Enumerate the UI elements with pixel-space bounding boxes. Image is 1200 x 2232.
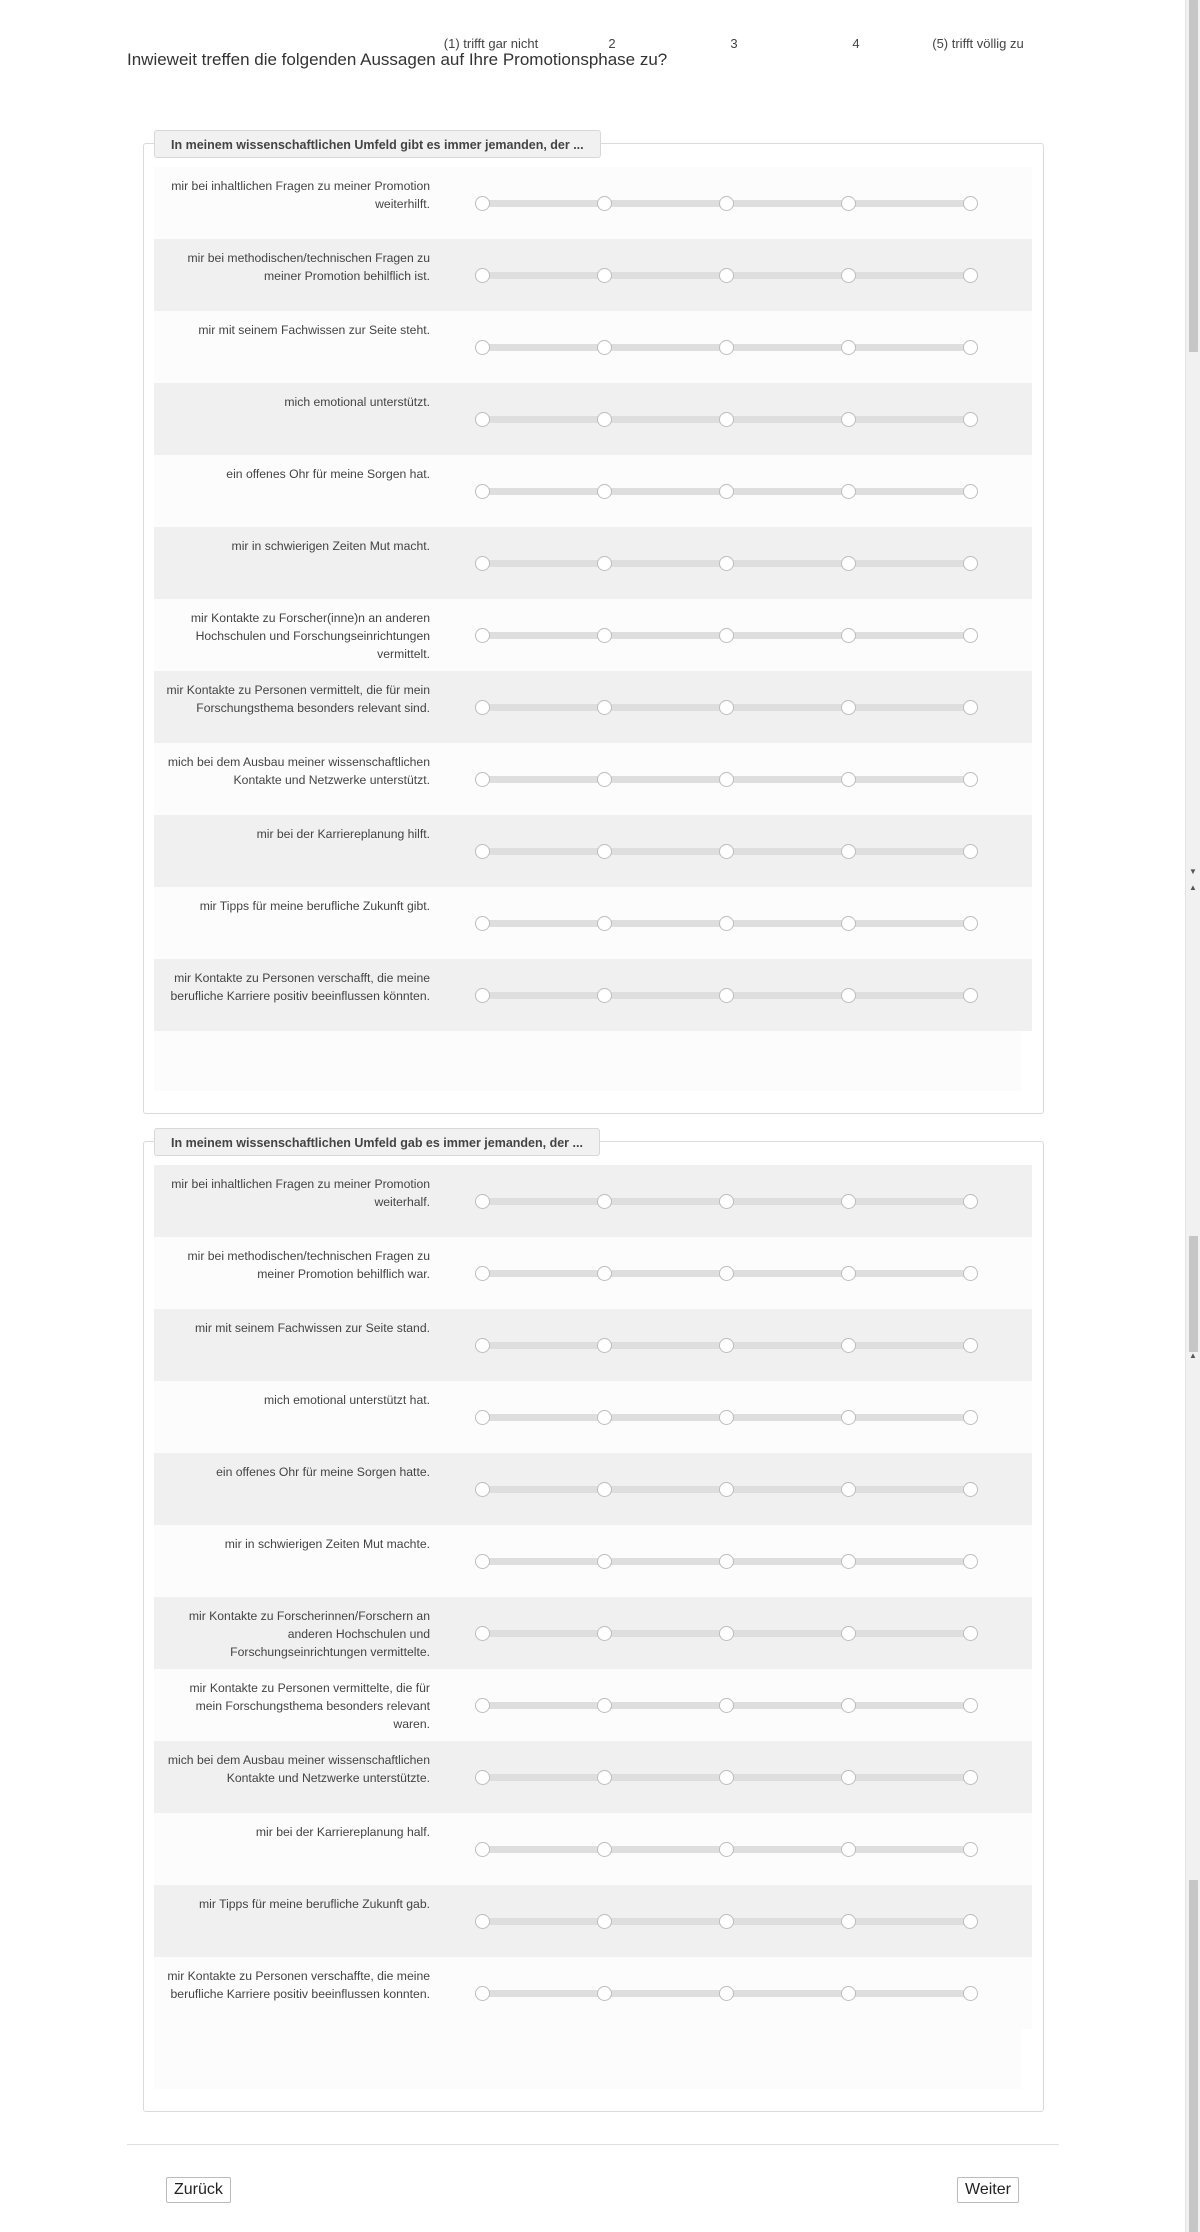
rating-option-2[interactable] — [597, 1626, 612, 1641]
rating-slider[interactable] — [482, 1771, 970, 1783]
rating-slider[interactable] — [482, 197, 970, 209]
statement-row — [154, 887, 1032, 959]
scale-label-5: (5) trifft völlig zu — [932, 36, 1024, 51]
rating-option-2[interactable] — [597, 1194, 612, 1209]
statement-row — [154, 959, 1032, 1031]
rating-option-5[interactable] — [963, 772, 978, 787]
rating-option-3[interactable] — [719, 1554, 734, 1569]
rating-option-1[interactable] — [475, 1626, 490, 1641]
rating-slider[interactable] — [482, 917, 970, 929]
group-legend: In meinem wissenschaftlichen Umfeld gibt es immer jemanden, der ... — [154, 130, 601, 158]
rating-option-1[interactable] — [475, 556, 490, 571]
triangle-up-icon[interactable]: ▲ — [1189, 1351, 1197, 1360]
statement-label: mir mit seinem Fachwissen zur Seite steht. — [198, 323, 430, 337]
rating-option-4[interactable] — [841, 1698, 856, 1713]
rating-option-3[interactable] — [719, 484, 734, 499]
statement-label: mir Kontakte zu Personen verschaffte, die meine berufliche Karriere positiv beeinflussen konnten. — [167, 1969, 430, 2001]
rating-option-2[interactable] — [597, 700, 612, 715]
rating-slider[interactable] — [482, 557, 970, 569]
statement-group-present — [143, 138, 1044, 1114]
statement-label: mich bei dem Ausbau meiner wissenschaftlichen Kontakte und Netzwerke unterstützte. — [167, 1753, 430, 1785]
statement-row — [154, 455, 1032, 527]
rating-slider[interactable] — [482, 485, 970, 497]
rating-slider[interactable] — [482, 269, 970, 281]
question-title: Inwieweit treffen die folgenden Aussagen auf Ihre Promotionsphase zu? — [127, 50, 668, 69]
rating-option-3[interactable] — [719, 772, 734, 787]
rating-slider[interactable] — [482, 1267, 970, 1279]
rating-option-5[interactable] — [963, 1770, 978, 1785]
rating-option-1[interactable] — [475, 1266, 490, 1281]
rating-option-2[interactable] — [597, 1842, 612, 1857]
scale-label-3: 3 — [730, 36, 738, 51]
rating-option-2[interactable] — [597, 1410, 612, 1425]
rating-option-4[interactable] — [841, 772, 856, 787]
rating-option-1[interactable] — [475, 340, 490, 355]
rating-option-1[interactable] — [475, 1410, 490, 1425]
statement-label: mir in schwierigen Zeiten Mut macht. — [231, 539, 430, 553]
rating-option-1[interactable] — [475, 196, 490, 211]
rating-option-5[interactable] — [963, 700, 978, 715]
next-button[interactable]: Weiter — [957, 2177, 1019, 2203]
statement-row — [154, 527, 1032, 599]
rating-option-4[interactable] — [841, 628, 856, 643]
statement-row — [154, 239, 1032, 311]
rating-slider[interactable] — [482, 1555, 970, 1567]
statement-label: mir bei methodischen/technischen Fragen zu meiner Promotion behilflich ist. — [187, 251, 430, 283]
rating-option-3[interactable] — [719, 556, 734, 571]
statement-row — [154, 1813, 1032, 1885]
scale-label-1: (1) trifft gar nicht — [443, 36, 539, 51]
rating-slider[interactable] — [482, 1339, 970, 1351]
statement-label: mir Tipps für meine berufliche Zukunft gibt. — [199, 899, 430, 913]
rating-option-3[interactable] — [719, 340, 734, 355]
divider — [127, 2144, 1059, 2145]
rating-option-2[interactable] — [597, 268, 612, 283]
rating-option-1[interactable] — [475, 916, 490, 931]
rating-option-3[interactable] — [719, 988, 734, 1003]
rating-option-3[interactable] — [719, 1770, 734, 1785]
rating-option-4[interactable] — [841, 484, 856, 499]
statement-label: mir bei inhaltlichen Fragen zu meiner Promotion weiterhilft. — [171, 179, 430, 211]
rating-option-1[interactable] — [475, 1986, 490, 2001]
statement-row — [154, 815, 1032, 887]
rating-slider[interactable] — [482, 413, 970, 425]
rating-option-5[interactable] — [963, 1986, 978, 2001]
rating-slider[interactable] — [482, 1699, 970, 1711]
rating-option-5[interactable] — [963, 1914, 978, 1929]
statement-label: mir Kontakte zu Forscher(inne)n an anderen Hochschulen und Forschungseinrichtungen vermittelt. — [190, 611, 430, 661]
rating-option-2[interactable] — [597, 772, 612, 787]
rating-slider[interactable] — [482, 341, 970, 353]
rating-option-1[interactable] — [475, 1698, 490, 1713]
rating-option-1[interactable] — [475, 1194, 490, 1209]
statement-row — [154, 1957, 1032, 2029]
statement-row — [154, 167, 1032, 239]
rating-option-2[interactable] — [597, 1338, 612, 1353]
statement-label: mir Kontakte zu Personen vermittelt, die für mein Forschungsthema besonders relevant sind. — [166, 683, 430, 715]
rating-option-4[interactable] — [841, 844, 856, 859]
rating-option-1[interactable] — [475, 700, 490, 715]
rating-option-2[interactable] — [597, 1266, 612, 1281]
rating-option-4[interactable] — [841, 1986, 856, 2001]
statement-row — [154, 1381, 1032, 1453]
rating-option-1[interactable] — [475, 772, 490, 787]
statement-row — [154, 383, 1032, 455]
rating-option-3[interactable] — [719, 1626, 734, 1641]
rating-option-5[interactable] — [963, 412, 978, 427]
rating-option-2[interactable] — [597, 844, 612, 859]
statement-row — [154, 1741, 1032, 1813]
statement-label: mir bei inhaltlichen Fragen zu meiner Promotion weiterhalf. — [171, 1177, 430, 1209]
rating-slider[interactable] — [482, 1843, 970, 1855]
rating-option-4[interactable] — [841, 988, 856, 1003]
rating-option-3[interactable] — [719, 844, 734, 859]
rating-option-1[interactable] — [475, 1338, 490, 1353]
rating-slider[interactable] — [482, 773, 970, 785]
statement-label: mir Kontakte zu Personen verschafft, die meine berufliche Karriere positiv beeinflussen könnten. — [170, 971, 430, 1003]
rating-option-1[interactable] — [475, 1842, 490, 1857]
rating-option-4[interactable] — [841, 1194, 856, 1209]
scrollbar-thumb[interactable] — [1189, 0, 1198, 352]
statement-label: mich emotional unterstützt. — [284, 395, 430, 409]
statement-row — [154, 1165, 1032, 1237]
statement-row — [154, 599, 1032, 671]
rating-option-1[interactable] — [475, 268, 490, 283]
rating-slider[interactable] — [482, 1987, 970, 1999]
rating-option-4[interactable] — [841, 1338, 856, 1353]
scale-label-4: 4 — [852, 36, 860, 51]
rating-option-2[interactable] — [597, 556, 612, 571]
rating-option-2[interactable] — [597, 484, 612, 499]
rating-option-1[interactable] — [475, 412, 490, 427]
statement-label: mir mit seinem Fachwissen zur Seite stand. — [194, 1321, 430, 1335]
back-button[interactable]: Zurück — [166, 2177, 231, 2203]
statement-group-past — [143, 1136, 1044, 2112]
group-footer — [154, 1031, 1021, 1091]
rating-option-5[interactable] — [963, 556, 978, 571]
rating-option-4[interactable] — [841, 1410, 856, 1425]
rating-option-3[interactable] — [719, 1266, 734, 1281]
rating-option-4[interactable] — [841, 1554, 856, 1569]
rating-option-5[interactable] — [963, 268, 978, 283]
rating-option-5[interactable] — [963, 1266, 978, 1281]
rating-option-5[interactable] — [963, 988, 978, 1003]
rating-option-4[interactable] — [841, 1266, 856, 1281]
rating-option-3[interactable] — [719, 1194, 734, 1209]
rating-option-5[interactable] — [963, 1482, 978, 1497]
rating-option-3[interactable] — [719, 1410, 734, 1425]
rating-option-2[interactable] — [597, 1986, 612, 2001]
rating-option-5[interactable] — [963, 1698, 978, 1713]
rating-option-4[interactable] — [841, 916, 856, 931]
rating-option-5[interactable] — [963, 1554, 978, 1569]
rating-option-1[interactable] — [475, 628, 490, 643]
rating-slider[interactable] — [482, 1915, 970, 1927]
rating-option-5[interactable] — [963, 1626, 978, 1641]
scale-label-2: 2 — [608, 36, 616, 51]
statement-row — [154, 743, 1032, 815]
rating-option-3[interactable] — [719, 916, 734, 931]
scrollbar-thumb[interactable] — [1189, 1880, 1198, 2232]
statement-row — [154, 1597, 1032, 1669]
rating-slider[interactable] — [482, 989, 970, 1001]
rating-option-4[interactable] — [841, 1914, 856, 1929]
statement-label: mir bei der Karriereplanung hilft. — [256, 827, 430, 841]
rating-slider[interactable] — [482, 1411, 970, 1423]
rating-option-2[interactable] — [597, 196, 612, 211]
rating-option-4[interactable] — [841, 1626, 856, 1641]
statement-label: mich bei dem Ausbau meiner wissenschaftlichen Kontakte und Netzwerke unterstützt. — [167, 755, 430, 787]
rating-option-4[interactable] — [841, 1770, 856, 1785]
page-scrollbar[interactable] — [1185, 0, 1200, 2232]
rating-option-1[interactable] — [475, 1914, 490, 1929]
statement-label: mir bei methodischen/technischen Fragen zu meiner Promotion behilflich war. — [187, 1249, 430, 1281]
rating-option-3[interactable] — [719, 1482, 734, 1497]
rating-option-2[interactable] — [597, 988, 612, 1003]
rating-option-4[interactable] — [841, 1482, 856, 1497]
rating-option-5[interactable] — [963, 1338, 978, 1353]
rating-option-1[interactable] — [475, 484, 490, 499]
statement-row — [154, 1669, 1032, 1741]
statement-row — [154, 1453, 1032, 1525]
statement-label: mir Kontakte zu Forscherinnen/Forschern an anderen Hochschulen und Forschungseinrichtungen vermittelte. — [188, 1609, 430, 1659]
rating-option-5[interactable] — [963, 844, 978, 859]
rating-option-2[interactable] — [597, 628, 612, 643]
rating-option-2[interactable] — [597, 1554, 612, 1569]
rating-slider[interactable] — [482, 845, 970, 857]
rating-option-2[interactable] — [597, 916, 612, 931]
rating-option-2[interactable] — [597, 412, 612, 427]
rating-slider[interactable] — [482, 1195, 970, 1207]
rating-option-3[interactable] — [719, 412, 734, 427]
statement-label: ein offenes Ohr für meine Sorgen hatte. — [216, 1465, 430, 1479]
rating-option-4[interactable] — [841, 556, 856, 571]
rating-option-2[interactable] — [597, 1914, 612, 1929]
statement-row — [154, 1237, 1032, 1309]
rating-slider[interactable] — [482, 1483, 970, 1495]
triangle-down-icon[interactable]: ▼ — [1189, 867, 1197, 876]
statement-label: ein offenes Ohr für meine Sorgen hat. — [226, 467, 430, 481]
rating-option-5[interactable] — [963, 628, 978, 643]
rating-option-2[interactable] — [597, 1770, 612, 1785]
triangle-up-icon[interactable]: ▲ — [1189, 883, 1197, 892]
statement-row — [154, 1525, 1032, 1597]
rating-option-3[interactable] — [719, 1914, 734, 1929]
rating-option-4[interactable] — [841, 700, 856, 715]
statement-label: mir Kontakte zu Personen vermittelte, die für mein Forschungsthema besonders relevant waren. — [189, 1681, 430, 1731]
statement-label: mich emotional unterstützt hat. — [264, 1393, 430, 1407]
statement-row — [154, 671, 1032, 743]
rating-slider[interactable] — [482, 701, 970, 713]
rating-option-5[interactable] — [963, 196, 978, 211]
rating-option-5[interactable] — [963, 916, 978, 931]
rating-option-1[interactable] — [475, 1554, 490, 1569]
rating-option-2[interactable] — [597, 1698, 612, 1713]
rating-option-3[interactable] — [719, 196, 734, 211]
rating-option-5[interactable] — [963, 484, 978, 499]
rating-slider[interactable] — [482, 629, 970, 641]
rating-option-2[interactable] — [597, 1482, 612, 1497]
rating-option-1[interactable] — [475, 1770, 490, 1785]
rating-option-3[interactable] — [719, 628, 734, 643]
rating-option-3[interactable] — [719, 1986, 734, 2001]
rating-option-3[interactable] — [719, 700, 734, 715]
statement-row — [154, 311, 1032, 383]
rating-option-5[interactable] — [963, 1194, 978, 1209]
statement-label: mir in schwierigen Zeiten Mut machte. — [224, 1537, 430, 1551]
rating-option-3[interactable] — [719, 1842, 734, 1857]
rating-option-4[interactable] — [841, 268, 856, 283]
group-footer — [154, 2029, 1021, 2089]
group-legend: In meinem wissenschaftlichen Umfeld gab es immer jemanden, der ... — [154, 1128, 600, 1156]
rating-option-1[interactable] — [475, 844, 490, 859]
rating-option-4[interactable] — [841, 340, 856, 355]
rating-option-4[interactable] — [841, 196, 856, 211]
rating-option-4[interactable] — [841, 412, 856, 427]
rating-option-4[interactable] — [841, 1842, 856, 1857]
statement-row — [154, 1885, 1032, 1957]
rating-option-3[interactable] — [719, 268, 734, 283]
statement-label: mir bei der Karriereplanung half. — [255, 1825, 430, 1839]
statement-label: mir Tipps für meine berufliche Zukunft gab. — [199, 1897, 430, 1911]
rating-option-1[interactable] — [475, 1482, 490, 1497]
rating-option-3[interactable] — [719, 1698, 734, 1713]
rating-slider[interactable] — [482, 1627, 970, 1639]
rating-option-1[interactable] — [475, 988, 490, 1003]
rating-option-5[interactable] — [963, 1410, 978, 1425]
rating-option-2[interactable] — [597, 340, 612, 355]
rating-option-5[interactable] — [963, 340, 978, 355]
rating-option-5[interactable] — [963, 1842, 978, 1857]
statement-row — [154, 1309, 1032, 1381]
scrollbar-thumb[interactable] — [1189, 1236, 1198, 1352]
rating-option-3[interactable] — [719, 1338, 734, 1353]
